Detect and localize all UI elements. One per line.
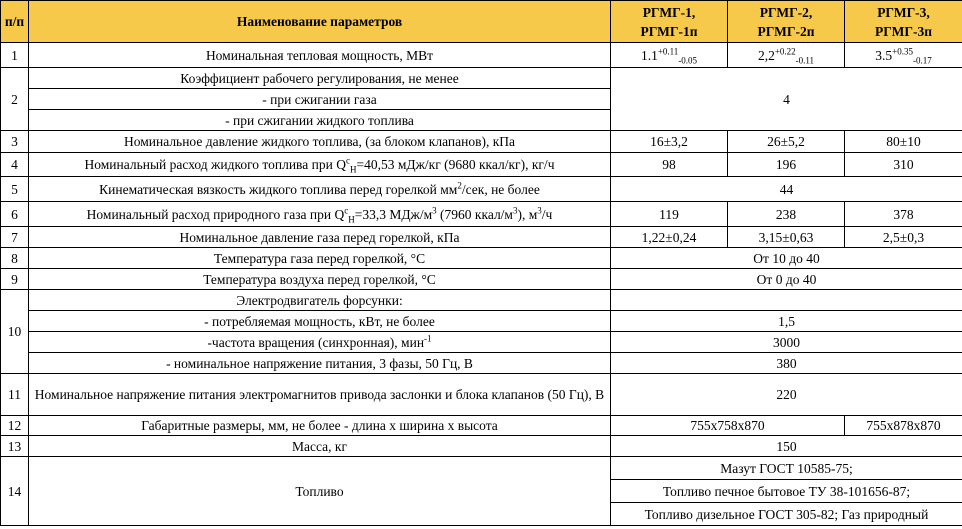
tol-minus: -0.17: [912, 55, 932, 66]
value-cell: [845, 43, 962, 68]
value-cell: [611, 290, 962, 311]
value-cell: 44: [611, 177, 962, 202]
row-number: 14: [1, 457, 29, 526]
param-text: Номинальный расход жидкого топлива при Q: [84, 157, 346, 172]
table-row: [1, 290, 962, 311]
row-number: 13: [1, 436, 29, 457]
param-text: (7960 ккал/м: [436, 206, 513, 222]
param-text: Номинальный расход природного газа при Q: [86, 206, 345, 222]
value-cell: 755х878х870: [845, 416, 962, 436]
value-cell: 220: [611, 374, 962, 416]
param-text: -частота вращения (синхронная), мин: [207, 334, 425, 350]
value: 1.1: [640, 47, 658, 63]
value-cell: 310: [845, 153, 962, 177]
value-cell: От 0 до 40: [611, 269, 962, 290]
header-model-1a: РГМГ-1,: [642, 4, 696, 20]
param-name: Электродвигатель форсунки:: [29, 290, 611, 311]
row-number: 10: [1, 290, 29, 374]
header-param: Наименование параметров: [29, 1, 611, 43]
header-model-1: [611, 1, 728, 43]
param-name: Номинальное напряжение питания электромагнитов привода заслонки и блока клапанов (50 Гц), В: [29, 374, 611, 416]
row-number: 7: [1, 227, 29, 248]
header-row: [1, 1, 962, 43]
value-cell: 196: [728, 153, 845, 177]
value-cell: 1,22±0,24: [611, 227, 728, 248]
header-model-3: [845, 1, 962, 43]
param-name: - номинальное напряжение питания, 3 фазы, 50 Гц, В: [29, 353, 611, 374]
param-name: [29, 153, 611, 177]
value-cell: 1,5: [611, 311, 962, 332]
value-cell: 16±3,2: [611, 131, 728, 153]
param-name: Температура воздуха перед горелкой, °С: [29, 269, 611, 290]
table-row: [1, 353, 962, 374]
value-cell: 380: [611, 353, 962, 374]
param-name: - при сжигании жидкого топлива: [29, 110, 611, 131]
table-row: [1, 436, 962, 457]
param-name: - потребляемая мощность, кВт, не более: [29, 311, 611, 332]
param-name: - при сжигании газа: [29, 89, 611, 110]
table-row: [1, 227, 962, 248]
value-cell: 4: [611, 68, 962, 131]
param-text: ), м: [517, 206, 538, 222]
header-model-2: [728, 1, 845, 43]
tol-plus: +0.35: [892, 46, 913, 56]
row-number: 4: [1, 153, 29, 177]
table-row: [1, 68, 962, 89]
header-model-2a: РГМГ-2,: [759, 4, 813, 20]
param-sup: 3: [537, 205, 542, 215]
table-row: [1, 202, 962, 227]
value-cell: От 10 до 40: [611, 248, 962, 269]
value-cell: 80±10: [845, 131, 962, 153]
param-name: [29, 177, 611, 202]
row-number: 9: [1, 269, 29, 290]
param-sub: H: [348, 214, 355, 225]
row-number: 12: [1, 416, 29, 436]
value-cell: 98: [611, 153, 728, 177]
header-num: п/п: [1, 1, 29, 43]
param-sup: -1: [424, 333, 432, 343]
header-model-2b: РГМГ-2п: [757, 23, 815, 39]
param-sup: c: [345, 155, 350, 166]
param-sup: 2: [457, 180, 462, 190]
value-cell: Мазут ГОСТ 10585-75;: [611, 457, 962, 480]
row-number: 3: [1, 131, 29, 153]
value-cell: Топливо дизельное ГОСТ 305-82; Газ природный: [611, 503, 962, 526]
table-row: [1, 43, 962, 68]
header-model-1b: РГМГ-1п: [640, 23, 698, 39]
param-text: /ч: [541, 206, 553, 222]
table-row: [1, 177, 962, 202]
param-name: Номинальное давление жидкого топлива, (за блоком клапанов), кПа: [29, 131, 611, 153]
param-name: Топливо: [29, 457, 611, 526]
param-text: =33,3 МДж/м: [354, 206, 433, 222]
value-cell: [611, 43, 728, 68]
row-number: 8: [1, 248, 29, 269]
param-name: [29, 202, 611, 227]
header-model-3a: РГМГ-3,: [877, 4, 930, 20]
table-row: [1, 332, 962, 353]
table-row: [1, 374, 962, 416]
tol-plus: +0.22: [774, 46, 796, 56]
param-name: Габаритные размеры, мм, не более - длина х ширина х высота: [29, 416, 611, 436]
param-name: Коэффициент рабочего регулирования, не менее: [29, 68, 611, 89]
row-number: 6: [1, 202, 29, 227]
value: 2,2: [757, 47, 775, 63]
param-name: Номинальная тепловая мощность, МВт: [29, 43, 611, 68]
table-row: [1, 311, 962, 332]
param-sup: c: [344, 205, 349, 215]
value-cell: [728, 43, 845, 68]
tol-plus: +0.11: [657, 46, 679, 56]
param-sub: H: [349, 164, 357, 175]
value-cell: 3000: [611, 332, 962, 353]
tol-minus: -0.11: [795, 55, 815, 66]
param-name: Масса, кг: [29, 436, 611, 457]
param-name: Температура газа перед горелкой, °С: [29, 248, 611, 269]
table-row: [1, 153, 962, 177]
value: 3.5: [875, 47, 893, 63]
value-cell: 238: [728, 202, 845, 227]
table-row: [1, 131, 962, 153]
param-sup: 3: [512, 205, 518, 215]
table-row: [1, 248, 962, 269]
value-cell: Топливо печное бытовое ТУ 38-101656-87;: [611, 480, 962, 503]
param-text: /сек, не более: [461, 181, 540, 197]
row-number: 1: [1, 43, 29, 68]
value-cell: 150: [611, 436, 962, 457]
value-cell: 378: [845, 202, 962, 227]
header-model-3b: РГМГ-3п: [874, 23, 932, 39]
row-number: 11: [1, 374, 29, 416]
value-cell: 119: [611, 202, 728, 227]
table-row: [1, 457, 962, 480]
tol-minus: -0.05: [678, 55, 698, 66]
param-name: Номинальное давление газа перед горелкой, кПа: [29, 227, 611, 248]
value-cell: 26±5,2: [728, 131, 845, 153]
value-cell: 3,15±0,63: [728, 227, 845, 248]
value-cell: 755х758х870: [611, 416, 845, 436]
row-number: 5: [1, 177, 29, 202]
value-cell: 2,5±0,3: [845, 227, 962, 248]
param-name: [29, 332, 611, 353]
param-text: =40,53 мДж/кг (9680 ккал/кг), кг/ч: [356, 157, 555, 172]
table-row: [1, 269, 962, 290]
row-number: 2: [1, 68, 29, 131]
param-text: Кинематическая вязкость жидкого топлива перед горелкой мм: [99, 181, 458, 197]
param-sup: 3: [432, 205, 437, 215]
table-row: [1, 416, 962, 436]
